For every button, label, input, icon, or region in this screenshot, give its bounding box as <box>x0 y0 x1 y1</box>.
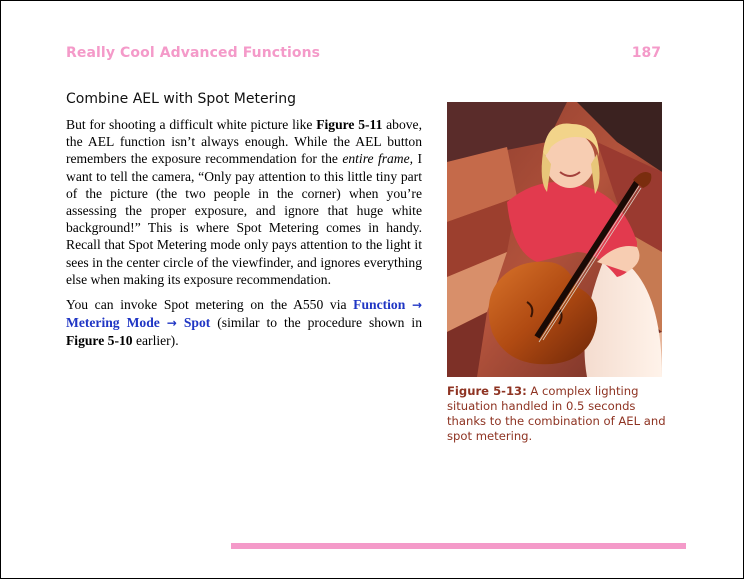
girl-with-cello-photo <box>447 102 662 377</box>
paragraph-1-text-a: But for shooting a difficult white picture like <box>66 117 317 132</box>
paragraph-1-text-b: above, the AEL function isn’t always enough. While the AEL button remembers the exposure recommendation for the <box>66 117 422 167</box>
figure-reference: Figure 5-11 <box>316 117 383 132</box>
arrow-right-icon: → <box>166 316 177 331</box>
menu-path-function[interactable]: Function <box>353 297 406 313</box>
figure-caption-text: A complex lighting situation handled in 0.5 seconds thanks to the combination of AEL and spot metering. <box>447 384 666 443</box>
paragraph-1 <box>66 116 422 288</box>
footer-accent-bar <box>231 543 686 549</box>
figure-caption <box>447 384 669 444</box>
menu-path-spot[interactable]: Spot <box>183 315 211 331</box>
figure-photo <box>447 102 662 377</box>
body-text-column <box>66 116 422 358</box>
running-header-title: Really Cool Advanced Functions <box>66 45 321 61</box>
paragraph-1-text-c: I want to tell the camera, “Only pay attention to this little tiny part of the picture (the two people in the corner) when you’re assessing the proper exposure, and ignore that huge white background!” This is where Spot Metering comes in handy. Recall that Spot Metering mode only pays attention to the light it sees in the center circle of the viewfinder, and ignores everything else when making its exposure recommendation. <box>66 151 422 287</box>
section-heading: Combine AEL with Spot Metering <box>66 91 296 107</box>
figure-reference: Figure 5-10 <box>66 333 133 349</box>
emphasis-text: entire frame, <box>342 151 414 167</box>
paragraph-2-text-c: earlier). <box>132 333 179 349</box>
paragraph-2 <box>66 296 422 350</box>
arrow-right-icon: → <box>411 298 422 313</box>
figure-label: Figure 5-13: <box>447 384 527 398</box>
page-number: 187 <box>631 45 661 61</box>
paragraph-2-text-b: (similar to the procedure shown in <box>210 315 422 331</box>
menu-path-metering-mode[interactable]: Metering Mode <box>66 315 160 331</box>
paragraph-2-text-a: You can invoke Spot metering on the A550 via <box>66 297 354 313</box>
